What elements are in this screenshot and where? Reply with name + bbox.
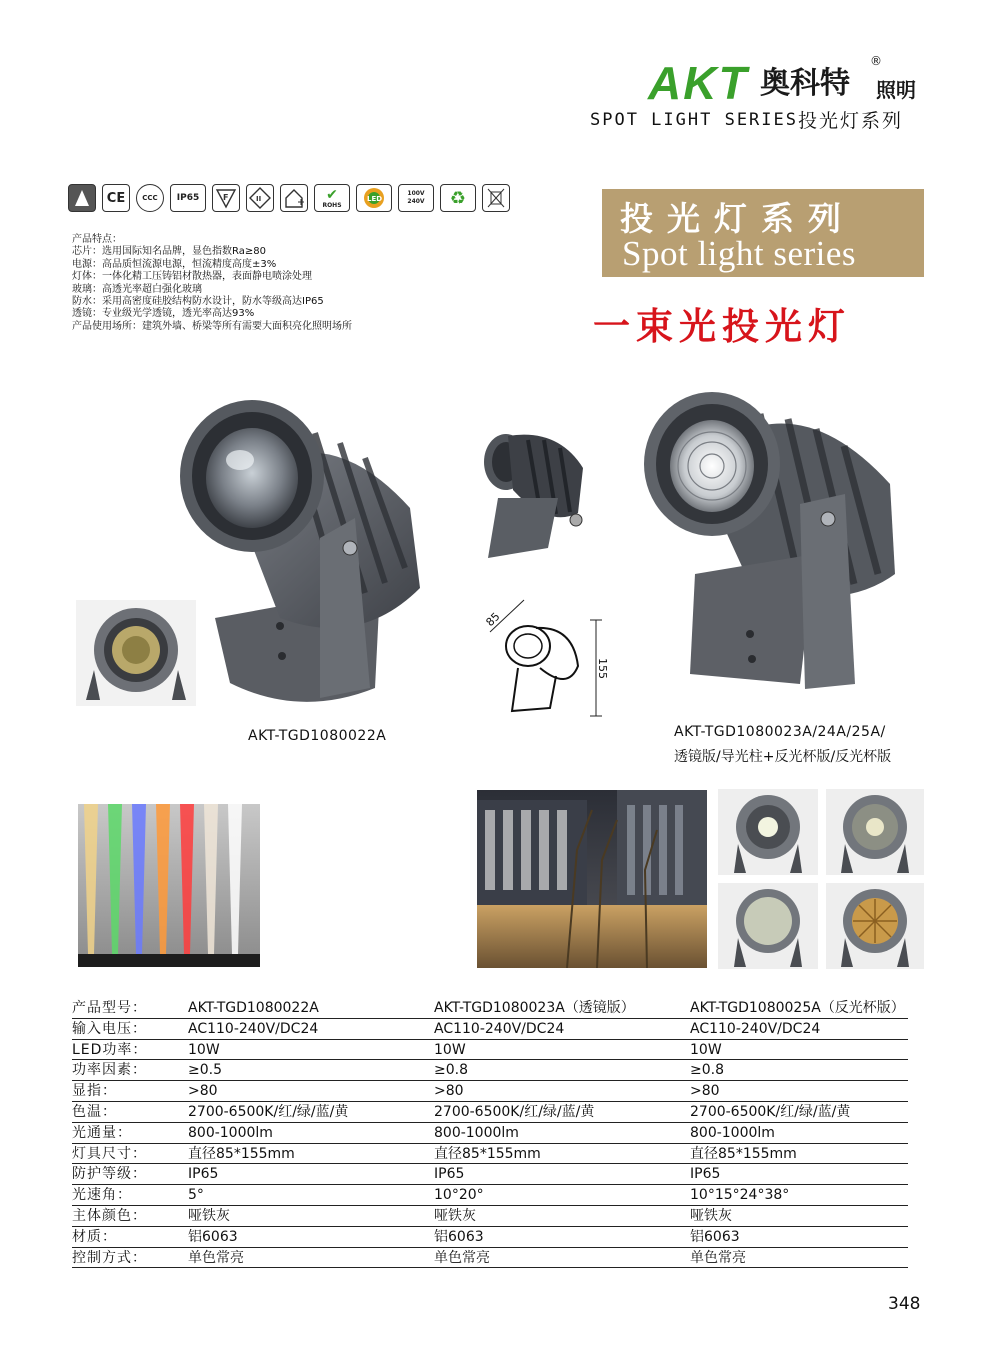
triangle-mark-icon bbox=[68, 184, 96, 212]
product-line-title: 一束光投光灯 bbox=[593, 305, 851, 348]
spec-value: IP65 bbox=[690, 1166, 721, 1183]
front-view-4-photo bbox=[826, 883, 924, 969]
spec-value: ≥0.8 bbox=[690, 1062, 724, 1079]
ccc-icon: CCC bbox=[136, 184, 164, 212]
spec-value: 单色常亮 bbox=[690, 1249, 746, 1266]
spec-value: IP65 bbox=[434, 1166, 465, 1183]
spec-value: 10W bbox=[188, 1041, 220, 1058]
spec-label: LED功率： bbox=[72, 1041, 148, 1058]
table-row bbox=[72, 1144, 908, 1165]
spec-label: 光通量： bbox=[72, 1124, 132, 1141]
front-view-1-photo bbox=[718, 789, 818, 875]
series-title-en: SPOT LIGHT SERIES bbox=[590, 110, 798, 130]
spec-value: IP65 bbox=[188, 1166, 219, 1183]
feature-line: 灯体：一体化精工压铸铝材散热器，表面静电喷涂处理 bbox=[72, 271, 312, 283]
banner-title-en: Spot light series bbox=[622, 234, 857, 273]
front-view-2-photo bbox=[826, 789, 924, 875]
spec-value: 800-1000lm bbox=[690, 1124, 775, 1141]
spec-value: 2700-6500K/红/绿/蓝/黄 bbox=[690, 1103, 851, 1120]
spec-label: 光速角： bbox=[72, 1187, 132, 1204]
weee-bin-icon bbox=[482, 184, 510, 212]
feature-line: 芯片：选用国际知名品牌，显色指数Ra≥80 bbox=[72, 246, 266, 258]
table-row bbox=[72, 1164, 908, 1185]
spec-label: 主体颜色： bbox=[72, 1207, 147, 1224]
series-title-cn: 投光灯系列 bbox=[798, 110, 904, 132]
color-beam-photo bbox=[78, 804, 260, 967]
spec-value: 2700-6500K/红/绿/蓝/黄 bbox=[188, 1103, 349, 1120]
front-view-photo bbox=[76, 600, 196, 706]
spotlight-small-image bbox=[478, 428, 593, 578]
spec-value: AC110-240V/DC24 bbox=[188, 1020, 319, 1037]
spec-value: AKT-TGD1080025A（反光杯版） bbox=[690, 1000, 905, 1016]
spec-label: 灯具尺寸： bbox=[72, 1145, 147, 1162]
spec-value: 10W bbox=[434, 1041, 466, 1058]
svg-text:F: F bbox=[223, 193, 229, 202]
spec-label: 控制方式： bbox=[72, 1249, 147, 1266]
f-mark-icon bbox=[212, 184, 240, 212]
table-row bbox=[72, 1248, 908, 1269]
spec-value: ≥0.8 bbox=[434, 1062, 468, 1079]
led-icon bbox=[356, 184, 392, 212]
spec-value: 哑铁灰 bbox=[434, 1207, 476, 1224]
spec-value: 直径85*155mm bbox=[434, 1145, 541, 1162]
table-row bbox=[72, 1040, 908, 1061]
table-row bbox=[72, 1227, 908, 1248]
spec-label: 显指： bbox=[72, 1083, 117, 1100]
spec-value: 800-1000lm bbox=[434, 1124, 519, 1141]
registered-mark: ® bbox=[870, 54, 882, 68]
spec-value: 800-1000lm bbox=[188, 1124, 273, 1141]
product-caption-right-variants: 透镜版/导光柱+反光杯版/反光杯版 bbox=[674, 749, 892, 765]
spec-value: 10°20° bbox=[434, 1187, 484, 1204]
front-view-fixture-icon bbox=[76, 600, 196, 706]
product-features bbox=[72, 234, 512, 333]
spec-value: 10°15°24°38° bbox=[690, 1187, 790, 1204]
brand-logo-lighting: 照明 bbox=[876, 78, 916, 102]
spec-value: 哑铁灰 bbox=[188, 1207, 230, 1224]
spec-value: AC110-240V/DC24 bbox=[690, 1020, 821, 1037]
table-row bbox=[72, 1123, 908, 1144]
table-row bbox=[72, 1185, 908, 1206]
house-plus-icon bbox=[280, 184, 308, 212]
spec-label: 色温： bbox=[72, 1103, 117, 1120]
dimension-length: 155 bbox=[596, 658, 609, 679]
spec-value: 直径85*155mm bbox=[690, 1145, 797, 1162]
feature-line: 透镜：专业级光学透镜，透光率高达93% bbox=[72, 308, 255, 320]
spec-label: 防护等级： bbox=[72, 1166, 147, 1183]
spec-value: 5° bbox=[188, 1187, 204, 1204]
spec-value: 单色常亮 bbox=[434, 1249, 490, 1266]
page-number: 348 bbox=[888, 1294, 921, 1314]
spotlight-reflector-image bbox=[640, 384, 910, 704]
svg-text:LED: LED bbox=[367, 195, 383, 203]
spec-value: 铝6063 bbox=[690, 1228, 740, 1245]
brand-logo-chinese: 奥科特 bbox=[760, 66, 850, 101]
features-title: 产品特点： bbox=[72, 234, 122, 245]
feature-line: 玻璃：高透光率超白强化玻璃 bbox=[72, 283, 202, 295]
dimension-diameter: 85 bbox=[483, 609, 503, 630]
table-row bbox=[72, 1081, 908, 1102]
product-caption-right: AKT-TGD1080023A/24A/25A/ bbox=[674, 724, 886, 740]
table-row bbox=[72, 1102, 908, 1123]
spec-value: >80 bbox=[188, 1083, 218, 1100]
front-view-3-photo bbox=[718, 883, 818, 969]
feature-line: 防水：采用高密度硅胶结构防水设计，防水等级高达IP65 bbox=[72, 296, 324, 308]
svg-text:II: II bbox=[256, 195, 262, 203]
spec-value: AKT-TGD1080023A（透镜版） bbox=[434, 1000, 635, 1016]
banner-title-cn: 投光灯系列 bbox=[620, 199, 855, 238]
table-row bbox=[72, 998, 908, 1019]
spec-label: 材质： bbox=[72, 1228, 117, 1245]
spec-value: 10W bbox=[690, 1041, 722, 1058]
spec-value: AC110-240V/DC24 bbox=[434, 1020, 565, 1037]
ip65-icon: IP65 bbox=[170, 184, 206, 212]
rohs-icon: ✔ ROHS bbox=[314, 184, 350, 212]
spec-label: 功率因素： bbox=[72, 1062, 147, 1079]
feature-line: 产品使用场所：建筑外墙、桥梁等所有需要大面积亮化照明场所 bbox=[72, 320, 352, 332]
spec-value: >80 bbox=[434, 1083, 464, 1100]
brand-logo-latin: AKT bbox=[648, 57, 749, 109]
spec-value: 铝6063 bbox=[434, 1228, 484, 1245]
spec-value: 哑铁灰 bbox=[690, 1207, 732, 1224]
diamond-mark-icon bbox=[246, 184, 274, 212]
spec-value: 单色常亮 bbox=[188, 1249, 244, 1266]
spec-table bbox=[72, 998, 908, 1268]
spec-value: 2700-6500K/红/绿/蓝/黄 bbox=[434, 1103, 595, 1120]
spec-value: AKT-TGD1080022A bbox=[188, 1000, 319, 1016]
spec-value: 直径85*155mm bbox=[188, 1145, 295, 1162]
table-row bbox=[72, 1060, 908, 1081]
spec-value: ≥0.5 bbox=[188, 1062, 222, 1079]
spec-value: >80 bbox=[690, 1083, 720, 1100]
spec-label: 产品型号： bbox=[72, 1000, 147, 1016]
feature-line: 电源：高品质恒流源电源，恒流精度高度±3% bbox=[72, 258, 277, 270]
building-lighting-photo bbox=[477, 790, 707, 968]
spec-label: 输入电压： bbox=[72, 1020, 147, 1037]
certification-icons bbox=[68, 184, 510, 212]
spotlight-lens-image bbox=[170, 388, 450, 718]
voltage-icon: 100V 240V bbox=[398, 184, 434, 212]
table-row bbox=[72, 1019, 908, 1040]
spec-value: 铝6063 bbox=[188, 1228, 238, 1245]
product-caption-left: AKT-TGD1080022A bbox=[248, 728, 387, 744]
recycle-icon: ♻ bbox=[440, 184, 476, 212]
ce-icon: CE bbox=[102, 184, 130, 212]
table-row bbox=[72, 1206, 908, 1227]
